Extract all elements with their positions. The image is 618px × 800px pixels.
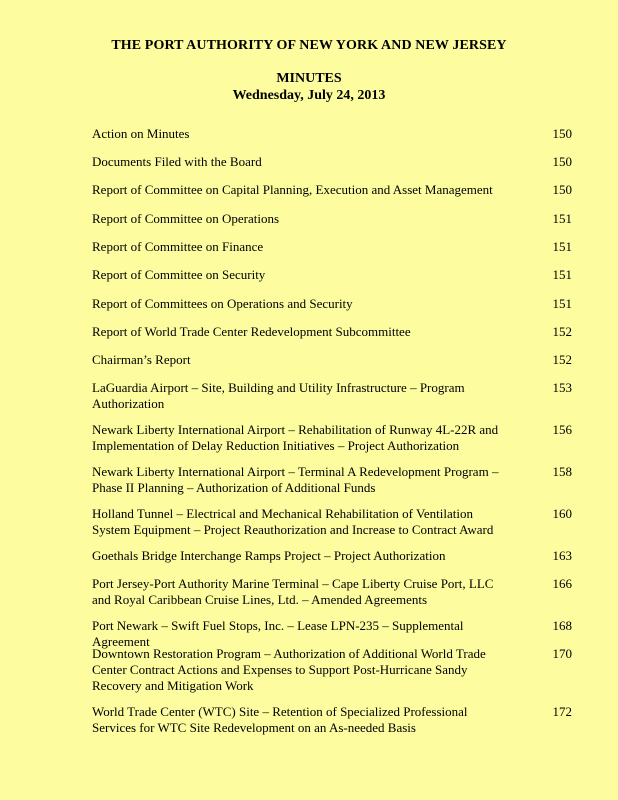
toc-item-label: Report of World Trade Center Redevelopment Subcommittee bbox=[92, 324, 411, 339]
toc-item-label: Holland Tunnel – Electrical and Mechanical Rehabilitation of Ventilation System Equipment – Project Reauthorization and Increase to Contract Award bbox=[92, 506, 494, 537]
toc-item-label: Report of Committees on Operations and Security bbox=[92, 296, 353, 311]
toc-item bbox=[92, 267, 572, 283]
toc-item-label: Report of Committee on Finance bbox=[92, 239, 264, 254]
toc-item-label: Action on Minutes bbox=[92, 126, 190, 141]
toc-item bbox=[92, 576, 572, 608]
document-title: MINUTES bbox=[276, 71, 342, 86]
toc-item bbox=[92, 380, 572, 412]
toc-item-label: Report of Committee on Security bbox=[92, 267, 266, 282]
toc-item-label: LaGuardia Airport – Site, Building and Utility Infrastructure – Program Authorization bbox=[92, 380, 465, 411]
toc-item-label: World Trade Center (WTC) Site – Retention of Specialized Professional Services for WTC Site Redevelopment on an As-needed Basis bbox=[92, 704, 468, 735]
toc-item-label: Documents Filed with the Board bbox=[92, 154, 262, 169]
toc-item-label: Chairman’s Report bbox=[92, 352, 191, 367]
toc-item-page: 150 bbox=[552, 126, 572, 141]
toc-item bbox=[92, 548, 572, 564]
toc-item-page: 152 bbox=[552, 352, 572, 367]
organization-title: THE PORT AUTHORITY OF NEW YORK AND NEW JERSEY bbox=[111, 38, 507, 53]
toc-item bbox=[92, 239, 572, 255]
toc-item-page: 158 bbox=[552, 464, 572, 479]
toc-item bbox=[92, 126, 572, 142]
toc-item-page: 150 bbox=[552, 154, 572, 169]
toc-item-page: 160 bbox=[552, 506, 572, 521]
toc-item-label: Newark Liberty International Airport – Terminal A Redevelopment Program – Phase II Planning – Authorization of Additional Funds bbox=[92, 464, 499, 495]
toc-item bbox=[92, 352, 572, 368]
toc-item-page: 166 bbox=[552, 576, 572, 591]
toc-item bbox=[92, 211, 572, 227]
toc-item-label: Goethals Bridge Interchange Ramps Project – Project Authorization bbox=[92, 548, 446, 563]
toc-item-page: 151 bbox=[552, 239, 572, 254]
toc-item bbox=[92, 704, 572, 736]
meeting-date: Wednesday, July 24, 2013 bbox=[232, 88, 386, 103]
toc-item bbox=[92, 324, 572, 340]
toc-item-label: Downtown Restoration Program – Authorization of Additional World Trade Center Contract Actions and Expenses to Support Post-Hurricane Sandy Recovery and Mitigation Work bbox=[92, 646, 486, 693]
toc-item bbox=[92, 154, 572, 170]
toc-item bbox=[92, 506, 572, 538]
toc-item-page: 151 bbox=[552, 296, 572, 311]
toc-item-page: 152 bbox=[552, 324, 572, 339]
toc-item bbox=[92, 422, 572, 454]
toc-item bbox=[92, 296, 572, 312]
toc-item-page: 170 bbox=[552, 646, 572, 661]
toc-item-page: 151 bbox=[552, 267, 572, 282]
toc-item-page: 156 bbox=[552, 422, 572, 437]
toc-item-label: Report of Committee on Operations bbox=[92, 211, 280, 226]
toc-item-page: 168 bbox=[552, 618, 572, 633]
toc-item-label: Port Newark – Swift Fuel Stops, Inc. – Lease LPN-235 – Supplemental Agreement bbox=[92, 618, 464, 649]
toc-item-page: 172 bbox=[552, 704, 572, 719]
toc-item-label: Report of Committee on Capital Planning, Execution and Asset Management bbox=[92, 182, 493, 197]
toc-item bbox=[92, 182, 572, 198]
toc-item-label: Port Jersey-Port Authority Marine Terminal – Cape Liberty Cruise Port, LLC and Royal Caribbean Cruise Lines, Ltd. – Amended Agreements bbox=[92, 576, 494, 607]
toc-item-page: 151 bbox=[552, 211, 572, 226]
toc-item-page: 163 bbox=[552, 548, 572, 563]
toc-item-label: Newark Liberty International Airport – Rehabilitation of Runway 4L-22R and Implementation of Delay Reduction Initiatives – Project Authorization bbox=[92, 422, 499, 453]
toc-item-page: 150 bbox=[552, 182, 572, 197]
toc-item-page: 153 bbox=[552, 380, 572, 395]
toc-item bbox=[92, 464, 572, 496]
toc-item bbox=[92, 646, 572, 694]
